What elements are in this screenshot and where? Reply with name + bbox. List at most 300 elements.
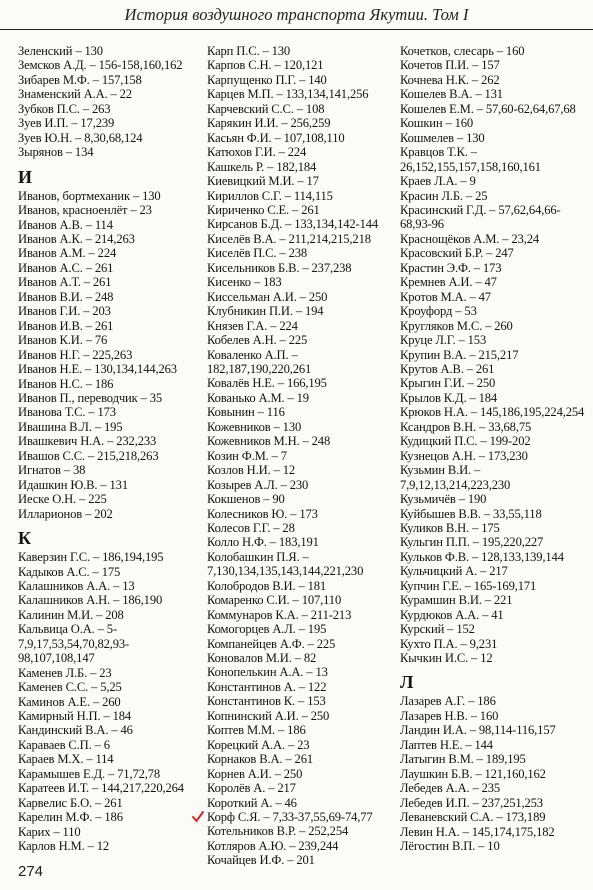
- index-entry: [400, 348, 586, 362]
- index-entry: [18, 189, 204, 203]
- index-entry-text: Илларионов – 202: [18, 506, 113, 521]
- index-entry-text: Комогорцев А.Л. – 195: [207, 622, 327, 637]
- index-entry: [207, 781, 397, 795]
- index-entry: [400, 261, 586, 275]
- index-entry-text: Ковынин – 116: [207, 405, 285, 420]
- index-entry: [207, 853, 397, 867]
- index-entry: [207, 839, 397, 853]
- index-entry: [400, 781, 586, 795]
- index-entry-text: Иванов А.Т. – 261: [18, 275, 112, 290]
- index-entry-text: Короткий А. – 46: [207, 795, 297, 810]
- index-entry: [18, 463, 204, 477]
- index-entry: [18, 839, 204, 853]
- index-entry: [207, 492, 397, 506]
- index-entry-text: Ксандров В.Н. – 33,68,75: [400, 419, 532, 434]
- index-entry: [18, 405, 204, 419]
- index-entry: [18, 796, 204, 810]
- index-entry-text: Иванов А.М. – 224: [18, 246, 117, 261]
- index-entry-text: Карвелис Б.О. – 261: [18, 795, 123, 810]
- index-entry: [18, 825, 204, 839]
- index-entry: [207, 391, 397, 405]
- index-entry: [207, 189, 397, 203]
- index-entry: [207, 709, 397, 723]
- index-entry: [207, 463, 397, 477]
- index-entry: [400, 564, 586, 578]
- index-entry-text: Кисельников Б.В. – 237,238: [207, 260, 352, 275]
- index-entry-text: Кротов М.А. – 47: [400, 289, 491, 304]
- index-entry-text: Кочетов П.И. – 157: [400, 58, 500, 73]
- index-entry: [18, 218, 204, 232]
- index-entry-text: Кремнев А.И. – 47: [400, 275, 497, 290]
- index-entry: [18, 304, 204, 318]
- index-entry-text: Кандинский В.А. – 46: [18, 723, 133, 738]
- index-entry-text: Котельников В.Р. – 252,254: [207, 824, 349, 839]
- index-entry-text: Кудицкий П.С. – 199-202: [400, 434, 531, 449]
- index-entry: [400, 579, 586, 593]
- index-entry-text: Кузьмин В.И. – 7,9,12,13,214,223,230: [400, 463, 511, 492]
- index-entry-text: Земсков А.Д. – 156-158,160,162: [18, 58, 183, 73]
- index-entry-text: Кириченко С.Е. – 261: [207, 202, 320, 217]
- index-entry: [400, 116, 586, 130]
- index-entry: [400, 391, 586, 405]
- index-entry: [400, 362, 586, 376]
- index-entry: [207, 665, 397, 679]
- index-entry: [207, 738, 397, 752]
- index-entry-text: Кузьмичёв – 190: [400, 492, 487, 507]
- index-entry-text: Корнаков В.А. – 261: [207, 752, 313, 767]
- index-entry: [18, 102, 204, 116]
- index-entry-text: Караев М.Х. – 114: [18, 752, 114, 767]
- index-entry-text: Кроуфорд – 53: [400, 304, 477, 319]
- index-entry-text: Лёгостин В.П. – 10: [400, 839, 500, 854]
- index-entry-text: Клубникин П.И. – 194: [207, 304, 324, 319]
- index-entry-text: Колло Н.Ф. – 183,191: [207, 535, 319, 550]
- index-entry: [400, 752, 586, 766]
- index-entry-text: Козлов Н.И. – 12: [207, 463, 295, 478]
- index-entry: [207, 304, 397, 318]
- index-entry-text: Куликов В.Н. – 175: [400, 520, 500, 535]
- index-entry-text: Кухто П.А. – 9,231: [400, 636, 498, 651]
- index-entry-text: Кочайцев И.Ф. – 201: [207, 853, 315, 868]
- index-entry-text: Колобашкин П.Я. – 7,130,134,135,143,144,221,230: [207, 549, 364, 579]
- index-entry: [207, 521, 397, 535]
- index-entry: [400, 174, 586, 188]
- index-entry-text: Иванов Н.Г. – 225,263: [18, 347, 133, 362]
- index-entry: [18, 434, 204, 448]
- index-entry-text: Константинов А. – 122: [207, 679, 327, 694]
- index-entry-text: Зуев Ю.Н. – 8,30,68,124: [18, 130, 143, 145]
- index-entry-text: Кычкин И.С. – 12: [400, 651, 493, 666]
- index-entry-text: Краснощёков А.М. – 23,24: [400, 231, 539, 246]
- index-entry: [18, 449, 204, 463]
- handwritten-check-mark-icon: [192, 811, 204, 823]
- index-entry: [18, 261, 204, 275]
- index-entry-text: Касьян Ф.И. – 107,108,110: [207, 130, 345, 145]
- index-entry-text: Иванов Н.Е. – 130,134,144,263: [18, 362, 177, 377]
- index-entry-text: Комаренко С.И. – 107,110: [207, 593, 342, 608]
- index-entry-text: Каверзин Г.С. – 186,194,195: [18, 550, 164, 565]
- index-entry: [18, 391, 204, 405]
- index-entry-text: Знаменский А.А. – 22: [18, 87, 132, 102]
- index-entry-text: Кальвица О.А. – 5-7,9,17,53,54,70,82,93-98,107,108,147: [18, 622, 130, 666]
- index-entry-text: Красин Л.Б. – 25: [400, 188, 488, 203]
- index-entry: [18, 680, 204, 694]
- index-entry-text: Конопелькин А.А. – 13: [207, 665, 328, 680]
- index-entry: [18, 767, 204, 781]
- index-entry: [207, 810, 397, 824]
- section-letter: И: [18, 166, 33, 187]
- index-entry: [18, 507, 204, 521]
- index-entry: [18, 420, 204, 434]
- index-entry: [400, 131, 586, 145]
- index-entry: [207, 290, 397, 304]
- index-entry-text: Крутов А.В. – 261: [400, 361, 495, 376]
- index-entry: [400, 449, 586, 463]
- index-entry-text: Зеленский – 130: [18, 44, 103, 58]
- index-entry-text: Корф С.Я. – 7,33-37,55,69-74,77: [207, 810, 373, 825]
- index-column-3: [400, 44, 586, 853]
- index-entry-text: Кругляков М.С. – 260: [400, 318, 513, 333]
- index-entry-text: Купчин Г.Е. – 165-169,171: [400, 578, 537, 593]
- index-entry: [400, 405, 586, 419]
- index-entry-text: Константинов К. – 153: [207, 694, 326, 709]
- index-entry-text: Зибарев М.Ф. – 157,158: [18, 72, 142, 87]
- index-entry-text: Котляров А.Ю. – 239,244: [207, 838, 339, 853]
- index-entry: [18, 333, 204, 347]
- index-entry: [400, 420, 586, 434]
- index-entry: [18, 131, 204, 145]
- index-entry-text: Карцев М.П. – 133,134,141,256: [207, 87, 369, 102]
- index-entry-text: Кириллов С.Г. – 114,115: [207, 188, 333, 203]
- index-entry-text: Иванов, бортмеханик – 130: [18, 188, 161, 203]
- index-entry-text: Кравцов Т.К. – 26,152,155,157,158,160,161: [400, 145, 541, 174]
- index-entry-text: Куйбышев В.В. – 33,55,118: [400, 506, 542, 521]
- index-entry: [18, 145, 204, 159]
- index-entry-text: Кадыков А.С. – 175: [18, 564, 121, 579]
- index-entry: [207, 550, 397, 579]
- index-entry: [400, 810, 586, 824]
- index-entry-text: Карамышев Е.Д. – 71,72,78: [18, 766, 161, 781]
- index-entry-text: Карпов С.Н. – 120,121: [207, 58, 324, 73]
- index-entry: [207, 824, 397, 838]
- index-entry-text: Ивашина В.Л. – 195: [18, 419, 123, 434]
- index-entry: [18, 478, 204, 492]
- index-entry: [400, 145, 586, 174]
- index-entry-text: Кошелев Е.М. – 57,60-62,64,67,68: [400, 101, 576, 116]
- index-entry: [207, 58, 397, 72]
- index-entry-text: Крылов К.Д. – 184: [400, 390, 498, 405]
- index-entry: [207, 507, 397, 521]
- index-entry: [400, 608, 586, 622]
- index-entry: [400, 246, 586, 260]
- index-entry-text: Козырев А.Л. – 230: [207, 477, 309, 492]
- index-entry: [207, 723, 397, 737]
- index-entry-text: Круце Л.Г. – 153: [400, 333, 487, 348]
- index-entry: [18, 290, 204, 304]
- index-entry-text: Коптев М.М. – 186: [207, 723, 306, 738]
- index-entry: [400, 796, 586, 810]
- index-entry: [400, 275, 586, 289]
- index-entry: [207, 87, 397, 101]
- index-entry: [207, 608, 397, 622]
- index-entry: [400, 463, 586, 492]
- index-entry-text: Иеске О.Н. – 225: [18, 492, 107, 507]
- index-entry: [18, 203, 204, 217]
- index-entry-text: Киселёв П.С. – 238: [207, 246, 308, 261]
- index-entry-text: Крюков Н.А. – 145,186,195,224,254: [400, 405, 585, 420]
- index-entry: [400, 637, 586, 651]
- index-entry: [18, 622, 204, 665]
- index-entry: [18, 810, 204, 824]
- index-entry-text: Катюхов Г.И. – 224: [207, 145, 307, 160]
- index-entry-text: Карчевский С.С. – 108: [207, 101, 325, 116]
- index-entry-text: Кульчицкий А. – 217: [400, 564, 508, 579]
- index-entry-text: Иванов П., переводчик – 35: [18, 390, 163, 405]
- index-entry-text: Иванов А.К. – 214,263: [18, 231, 135, 246]
- index-entry: [207, 767, 397, 781]
- index-entry: [207, 622, 397, 636]
- index-entry: [18, 44, 204, 58]
- index-entry: [207, 232, 397, 246]
- index-entry-text: Крыгин Г.И. – 250: [400, 376, 496, 391]
- index-entry: [18, 246, 204, 260]
- index-entry: [207, 131, 397, 145]
- index-entry-text: Карих – 110: [18, 824, 81, 839]
- index-entry: [18, 723, 204, 737]
- index-entry-text: Калашников А.А. – 13: [18, 578, 135, 593]
- index-entry-text: Курдюков А.А. – 41: [400, 607, 504, 622]
- index-entry: [400, 839, 586, 853]
- index-entry: [207, 275, 397, 289]
- index-entry: [18, 377, 204, 391]
- index-entry: [400, 319, 586, 333]
- index-entry: [18, 781, 204, 795]
- index-entry-text: Иванов В.И. – 248: [18, 289, 114, 304]
- index-entry: [400, 593, 586, 607]
- index-entry: [207, 405, 397, 419]
- index-entry-text: Кульков Ф.В. – 128,133,139,144: [400, 549, 564, 564]
- index-entry: [400, 825, 586, 839]
- index-entry: [207, 203, 397, 217]
- index-entry: [207, 651, 397, 665]
- index-entry: [400, 767, 586, 781]
- index-entry: [400, 738, 586, 752]
- index-entry: [18, 87, 204, 101]
- index-entry-text: Лаптев Н.Е. – 144: [400, 737, 493, 752]
- index-entry-text: Красинский Г.Д. – 57,62,64,66-68,93-96: [400, 202, 561, 232]
- index-entry: [400, 333, 586, 347]
- index-entry-text: Кульгин П.П. – 195,220,227: [400, 535, 544, 550]
- index-entry-text: Кошмелев – 130: [400, 130, 485, 145]
- index-entry: [400, 87, 586, 101]
- index-entry: [207, 246, 397, 260]
- index-column-2: [207, 44, 397, 868]
- index-entry: [207, 348, 397, 377]
- index-entry: [18, 492, 204, 506]
- index-entry-text: Краев Л.А. – 9: [400, 174, 476, 189]
- index-entry-text: Компанейцев А.Ф. – 225: [207, 636, 336, 651]
- book-title: История воздушного транспорта Якутии. Том I: [124, 5, 469, 24]
- index-entry: [18, 275, 204, 289]
- index-entry-text: Лазарев Н.В. – 160: [400, 708, 499, 723]
- index-entry: [207, 333, 397, 347]
- index-entry-text: Ивашкевич Н.А. – 232,233: [18, 434, 157, 449]
- index-entry: [400, 521, 586, 535]
- index-entry: [207, 637, 397, 651]
- index-entry: [207, 319, 397, 333]
- index-entry-text: Коммунаров К.А. – 211-213: [207, 607, 352, 622]
- index-entry-text: Иванов К.И. – 76: [18, 333, 108, 348]
- index-entry-text: Кисенко – 183: [207, 275, 282, 290]
- index-entry: [400, 376, 586, 390]
- index-entry-text: Кобелев А.Н. – 225: [207, 333, 308, 348]
- index-entry-text: Лебедев И.П. – 237,251,253: [400, 795, 543, 810]
- index-entry: [400, 189, 586, 203]
- index-entry-text: Каратеев И.Т. – 144,217,220,264: [18, 781, 184, 796]
- index-entry-text: Лебедев А.А. – 235: [400, 781, 501, 796]
- index-entry-text: Кошелев В.А. – 131: [400, 87, 503, 102]
- index-entry: [18, 73, 204, 87]
- index-entry-text: Иванов, красноенлёт – 23: [18, 203, 152, 218]
- index-entry: [207, 217, 397, 231]
- index-entry-text: Калашников А.Н. – 186,190: [18, 593, 163, 608]
- index-entry-text: Козин Ф.М. – 7: [207, 448, 287, 463]
- index-entry-text: Кокшенов – 90: [207, 492, 285, 507]
- index-entry: [400, 651, 586, 665]
- index-entry-text: Иванов Н.С. – 186: [18, 376, 114, 391]
- index-entry: [207, 434, 397, 448]
- index-entry: [400, 58, 586, 72]
- index-entry-text: Карлов Н.М. – 12: [18, 839, 110, 854]
- index-entry-text: Кузнецов А.Н. – 173,230: [400, 448, 528, 463]
- index-entry-text: Киевицкий М.И. – 17: [207, 174, 319, 189]
- index-entry: [207, 73, 397, 87]
- index-entry: [207, 420, 397, 434]
- index-entry: [400, 492, 586, 506]
- index-entry-text: Курамшин В.И. – 221: [400, 593, 513, 608]
- index-entry: [18, 565, 204, 579]
- index-entry-text: Ковалёв Н.Е. – 166,195: [207, 376, 327, 391]
- index-entry: [400, 709, 586, 723]
- index-columns: [18, 44, 586, 868]
- index-entry: [400, 434, 586, 448]
- index-entry: [207, 174, 397, 188]
- index-entry-text: Камирный Н.П. – 184: [18, 709, 132, 724]
- index-entry-text: Карп П.С. – 130: [207, 44, 291, 58]
- index-entry-text: Королёв А. – 217: [207, 781, 296, 796]
- index-entry-text: Зырянов – 134: [18, 145, 94, 160]
- index-entry-text: Карелин М.Ф. – 186: [18, 810, 123, 825]
- index-entry-text: Каменев С.С. – 5,25: [18, 680, 122, 695]
- index-entry: [400, 535, 586, 549]
- index-entry: [400, 73, 586, 87]
- index-entry-text: Колесов Г.Г. – 28: [207, 520, 295, 535]
- index-entry-text: Лазарев А.Г. – 186: [400, 694, 496, 709]
- index-entry-text: Иванова Т.С. – 173: [18, 405, 116, 420]
- index-entry-text: Карпущенко П.Г. – 140: [207, 72, 327, 87]
- index-entry: [18, 319, 204, 333]
- index-entry: [18, 58, 204, 72]
- index-entry-text: Леваневский С.А. – 173,189: [400, 810, 546, 825]
- index-entry-text: Кованько А.М. – 19: [207, 390, 309, 405]
- index-entry-text: Ивашов С.С. – 215,218,263: [18, 448, 159, 463]
- index-entry: [400, 290, 586, 304]
- index-entry-text: Карякин И.И. – 256,259: [207, 116, 331, 131]
- index-entry: [18, 579, 204, 593]
- index-entry-text: Колобродов В.И. – 181: [207, 578, 327, 593]
- index-entry: [207, 449, 397, 463]
- index-entry: [207, 145, 397, 159]
- index-entry-text: Левин Н.А. – 145,174,175,182: [400, 824, 555, 839]
- index-entry-text: Кашкель Р. – 182,184: [207, 159, 317, 174]
- index-entry: [207, 116, 397, 130]
- index-entry-text: Латыгин В.М. – 189,195: [400, 752, 526, 767]
- index-entry: [18, 593, 204, 607]
- index-entry: [18, 232, 204, 246]
- index-entry: [400, 622, 586, 636]
- index-entry-text: Ландин И.А. – 98,114-116,157: [400, 723, 556, 738]
- index-entry: [400, 507, 586, 521]
- index-entry: [207, 680, 397, 694]
- running-header: [0, 0, 593, 30]
- section-letter: Л: [400, 672, 414, 693]
- index-entry-text: Кожевников М.Н. – 248: [207, 434, 331, 449]
- index-entry-text: Иванов А.В. – 114: [18, 217, 113, 232]
- index-entry: [400, 102, 586, 116]
- index-entry: [18, 695, 204, 709]
- index-entry: [18, 666, 204, 680]
- index-entry: [207, 579, 397, 593]
- index-entry: [400, 694, 586, 708]
- index-entry-text: Кочнева Н.К. – 262: [400, 72, 500, 87]
- index-entry: [207, 593, 397, 607]
- index-entry-text: Корецкий А.А. – 23: [207, 737, 310, 752]
- index-entry: [18, 362, 204, 376]
- index-entry-text: Каминов А.Е. – 260: [18, 694, 121, 709]
- index-entry: [400, 232, 586, 246]
- index-entry-text: Копнинский А.И. – 250: [207, 708, 330, 723]
- index-entry-text: Иванов И.В. – 261: [18, 318, 114, 333]
- index-entry-text: Кожевников – 130: [207, 419, 302, 434]
- index-entry: [18, 116, 204, 130]
- index-entry: [18, 550, 204, 564]
- index-entry-text: Иванов Г.И. – 203: [18, 304, 111, 319]
- index-entry: [207, 376, 397, 390]
- index-entry-text: Киссельман А.И. – 250: [207, 289, 328, 304]
- section-letter: К: [18, 528, 32, 549]
- index-entry: [18, 709, 204, 723]
- index-entry: [18, 738, 204, 752]
- index-entry: [207, 796, 397, 810]
- index-entry: [207, 535, 397, 549]
- index-entry-text: Лаушкин Б.В. – 121,160,162: [400, 766, 546, 781]
- index-entry: [207, 160, 397, 174]
- index-entry: [207, 694, 397, 708]
- index-entry-text: Каменев Л.Б. – 23: [18, 665, 112, 680]
- index-entry-text: Идашкин Ю.В. – 131: [18, 477, 128, 492]
- index-entry-text: Курский – 152: [400, 622, 475, 637]
- index-entry-text: Зубков П.С. – 263: [18, 101, 111, 116]
- index-entry-text: Красовский Б.Р. – 247: [400, 246, 514, 261]
- index-entry-text: Корнев А.И. – 250: [207, 766, 303, 781]
- index-entry-text: Киселёв В.А. – 211,214,215,218: [207, 231, 371, 246]
- index-entry: [400, 550, 586, 564]
- index-entry-text: Крупин В.А. – 215,217: [400, 347, 519, 362]
- index-entry-text: Кирсанов Б.Д. – 133,134,142-144: [207, 217, 379, 232]
- index-entry-text: Иванов А.С. – 261: [18, 260, 114, 275]
- index-entry-text: Караваев С.П. – 6: [18, 737, 110, 752]
- index-entry-text: Зуев И.П. – 17,239: [18, 116, 115, 131]
